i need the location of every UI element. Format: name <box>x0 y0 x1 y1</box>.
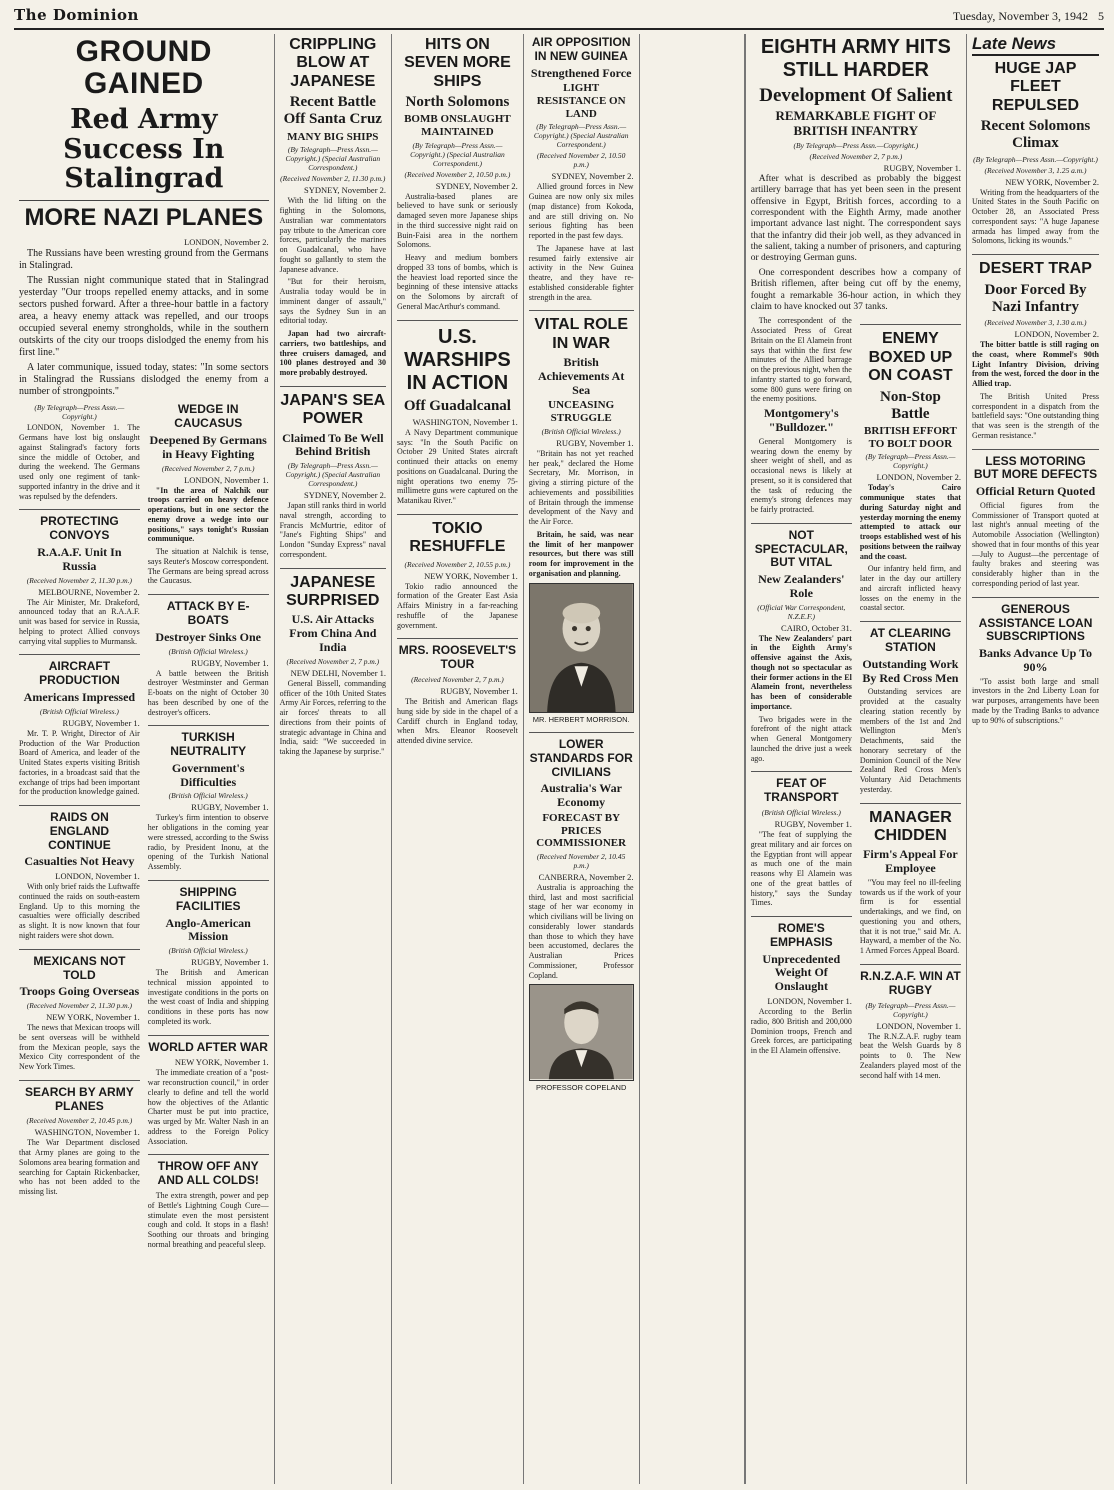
article-credit: (By Telegraph—Press Assn.—Copyright.) (Special Australian Correspondent.) <box>410 140 505 168</box>
article-paragraph: The British and American flags hung side by side in the chapel of a Cardiff church in England today, when Mrs. Eleanor Roosevelt attended divine service. <box>397 697 518 746</box>
article-paragraph: General Montgomery is wearing down the enemy by sheer weight of shell, and as occasional news is likely at present, so it is considered that the task of reducing the enemy's strong defences may be fairly protracted. <box>750 436 852 514</box>
article-dateline: CAIRO, October 31. <box>781 622 852 633</box>
article-paragraph: General Bissell, commanding officer of the 10th United States Army Air Forces, referring to the air forces' threats to all directions from their points of strategic advantage in China and India, said: "We succeeded in taking the Japanese by surprise." <box>279 678 387 757</box>
article-received: (Received November 3, 1.30 a.m.) <box>984 318 1087 328</box>
subhead: North Solomons <box>405 94 510 111</box>
headline-rnzaf-win: R.N.Z.A.F. WIN AT RUGBY <box>860 964 961 998</box>
subhead: Firm's Appeal For Employee <box>863 847 958 876</box>
article-paragraph: The situation at Nalchik is tense, says Reuter's Moscow correspondent. The Germans are being spread across the Caucasus. <box>147 547 269 586</box>
headline-less-motoring: LESS MOTORING BUT MORE DEFECTS <box>972 449 1099 483</box>
article-us-warships <box>397 320 518 506</box>
article-paragraph: One correspondent describes how a company of British riflemen, after being cut off by the enemy, fought a remarkable 36-hour action, in which they claim to have knocked out 37 tanks. <box>750 267 961 313</box>
article-credit: (British Official Wireless.) <box>168 791 248 801</box>
article-clearing-station <box>860 621 961 794</box>
headline-japans-sea-power: JAPAN'S SEA POWER <box>280 386 386 429</box>
advert-text: The extra strength, power and pep of Bettle's Lightning Cough Cure—stimulate even the most persistent cough and cold. It stops in a flash! Soothing our throats and bringing normal breathing and peaceful sleep. <box>147 1191 269 1249</box>
headline-hits-on-seven-ships: HITS ON SEVEN MORE SHIPS <box>404 36 511 90</box>
subhead: Official Return Quoted <box>975 484 1096 499</box>
headline-tokio-reshuffle: TOKIO RESHUFFLE <box>397 514 518 557</box>
article-paragraph: The Japanese have at last resumed fairly extensive air activity in the New Guinea theatre, and they have re-established considerable fighter strength in the area. <box>528 243 634 302</box>
article-dateline: LONDON, November 1. <box>876 1020 961 1031</box>
headline-shipping-facilities: SHIPPING FACILITIES <box>148 880 269 914</box>
article-credit: (By Telegraph—Press Assn.—Copyright.) (Special Australian Correspondent.) <box>285 145 381 173</box>
article-japans-sea-power <box>280 386 386 560</box>
headline-search-by-army-planes: SEARCH BY ARMY PLANES <box>19 1080 140 1114</box>
article-dateline: SYDNEY, November 2. <box>304 490 387 501</box>
page-number: 5 <box>1098 9 1104 23</box>
article-turkish-neutrality <box>148 725 269 872</box>
headline-world-after-war: WORLD AFTER WAR <box>148 1035 269 1055</box>
article-credit: (Official War Correspondent, N.Z.E.F.) <box>757 602 846 621</box>
article-credit: (By Telegraph—Press Assn.—Copyright.) <box>34 403 125 422</box>
article-dateline: NEW YORK, November 1. <box>424 570 518 581</box>
article-aircraft-production <box>19 654 140 797</box>
article-mexicans-not-told <box>19 949 140 1072</box>
article-credit: (By Telegraph—Press Assn.—Copyright.) (Special Australian Correspondent.) <box>285 461 381 489</box>
subhead: British Achievements At Sea <box>538 355 625 397</box>
article-received: (Received November 3, 1.25 a.m.) <box>984 165 1087 175</box>
column-6-7 <box>746 34 967 1484</box>
headline-vital-role-in-war: VITAL ROLE IN WAR <box>529 310 634 353</box>
subhead: New Zealanders' Role <box>758 572 845 600</box>
article-tokio-reshuffle <box>397 514 518 631</box>
subhead: Government's Difficulties <box>171 760 245 789</box>
article-credit: (Received November 2, 11.30 p.m.) <box>26 575 133 585</box>
article-received: (Received November 2, 7 p.m.) <box>286 656 380 666</box>
headline-desert-trap: DESERT TRAP <box>972 254 1099 278</box>
article-received: (Received November 2, 10.55 p.m.) <box>404 559 511 569</box>
subhead: Outstanding Work By Red Cross Men <box>862 656 959 685</box>
headline-manager-chidden: MANAGER CHIDDEN <box>860 803 961 846</box>
article-credit: (British Official Wireless.) <box>168 646 248 656</box>
article-dateline: RUGBY, November 1. <box>556 437 634 448</box>
article-paragraph: Our infantry held firm, and later in the day our artillery and aircraft inflicted heavy losses on the enemy in the coastal sector. <box>859 564 961 613</box>
advert-cough-cure <box>148 1154 269 1249</box>
subhead-many-big-ships: MANY BIG SHIPS <box>287 130 379 143</box>
article-paragraph: Britain, he said, was near the limit of her manpower resources, but there was still room for improvement in the organisation and planning. <box>528 529 634 578</box>
article-paragraph: Writing from the headquarters of the United States in the South Pacific on October 28, an Associated Press correspondent says: "A huge Japanese armada has limped away from the Solomons, licking its wounds." <box>971 187 1099 246</box>
column-1 <box>14 34 275 1484</box>
article-received: (Received November 2, 10.50 p.m.) <box>404 169 511 179</box>
column-3 <box>392 34 524 1484</box>
article-vital-role <box>529 310 634 578</box>
article-paragraph: Japan still ranks third in world naval strength, according to Francis McMurtrie, editor of "Jane's Fighting Ships" and London "Sunday Express" naval correspondent. <box>279 501 387 559</box>
article-paragraph: "The feat of supplying the great military and air forces on the Egyptian front will appear as much one of the main reasons why El Alamein was one of the great battles of history," says the Sunday Times. <box>750 830 852 908</box>
masthead <box>14 6 1104 30</box>
subhead: Development Of Salient <box>759 85 953 106</box>
article-paragraph: Outstanding services are provided at the casualty clearing station recently by members of the 1st and 2nd Wellington Men's Detachments, said the honorary secretary of the Dominion Council of the New Zealand Red Cross Men's Voluntary Aid Detachments yesterday. <box>859 687 961 794</box>
article-dateline: SYDNEY, November 2. <box>435 180 518 191</box>
subhead: Recent Battle Off Santa Cruz <box>283 94 382 128</box>
headline-protecting-convoys: PROTECTING CONVOYS <box>19 509 140 543</box>
article-paragraph: The British and American technical mission appointed to investigate conditions in the ports on the west coast of India and shipping conditions in these ports has now completed its work. <box>147 968 269 1026</box>
article-dateline: NEW YORK, November 2. <box>1005 176 1099 187</box>
subhead: Recent Solomons Climax <box>980 118 1091 152</box>
photo-professor-copeland <box>529 984 634 1080</box>
article-feat-of-transport <box>751 771 852 908</box>
headline-more-nazi-planes: MORE NAZI PLANES <box>19 200 269 231</box>
article-paragraph: Australia-based planes are believed to have sunk or seriously damaged seven more Japanese ships in the third successive night raid on Buin-Faisi area in the northern Solomons. <box>397 191 518 250</box>
article-credit: (Received November 2, 11.30 p.m.) <box>26 1001 133 1011</box>
article-paragraph: Turkey's firm intention to observe her obligations in the coming year were stressed, according to the Swiss radio, by President Inonu, at the opening of the Turkish National Assembly. <box>147 813 269 872</box>
headline-turkish-neutrality: TURKISH NEUTRALITY <box>148 725 269 759</box>
article-dateline: WASHINGTON, November 1. <box>412 416 518 427</box>
article-air-opposition <box>529 36 634 302</box>
article-dateline: RUGBY, November 1. <box>440 686 518 697</box>
crosshead-montgomery: Montgomery's "Bulldozer." <box>763 406 839 434</box>
article-stalingrad <box>19 36 269 398</box>
subhead: Off Guadalcanal <box>403 397 511 414</box>
column-5 <box>640 34 745 1484</box>
article-paragraph: The bitter battle is still raging on the coast, where Rommel's 90th Light Infantry Division, driving from the west, forced the door in the Allied trap. <box>971 340 1099 389</box>
subhead-unceasing-struggle: UNCEASING STRUGGLE <box>548 399 615 425</box>
article-not-spectacular <box>751 523 852 764</box>
article-desert-trap <box>972 254 1099 440</box>
article-dateline: LONDON, November 2. <box>1014 329 1099 340</box>
headline-raids-on-england: RAIDS ON ENGLAND CONTINUE <box>19 805 140 852</box>
article-dateline: NEW YORK, November 1. <box>46 1012 140 1023</box>
article-world-after-war <box>148 1035 269 1147</box>
subhead-remarkable-fight: REMARKABLE FIGHT OF BRITISH INFANTRY <box>775 107 937 138</box>
article-paragraph: A battle between the British destroyer Westminster and German E-boats on the night of October 30 has been described by one of the destroyer's officers. <box>147 668 269 717</box>
article-paragraph: LONDON, November 1. The Germans have lost big onslaught against Stalingrad's factory forts since the middle of October, and during the weekend. The Germans used only one regiment of tank-supported infantry in the drive and it was repulsed by the defenders. <box>19 423 140 501</box>
article-dateline: SYDNEY, November 2. <box>304 185 387 196</box>
article-received: (Received November 2, 10.50 p.m.) <box>536 151 626 170</box>
photo-caption: PROFESSOR COPELAND <box>535 1082 627 1092</box>
article-dateline: SYDNEY, November 2. <box>551 171 634 182</box>
article-credit: (British Official Wireless.) <box>761 808 841 818</box>
article-wedge-in-caucasus <box>148 403 269 586</box>
subhead-forecast: FORECAST BY PRICES COMMISSIONER <box>536 811 627 850</box>
article-dateline: RUGBY, November 1. <box>774 819 852 830</box>
headline-ground-gained: GROUND GAINED <box>75 35 212 100</box>
subhead: Deepened By Germans in Heavy Fighting <box>149 433 267 461</box>
article-received: (Received November 2, 10.45 p.m.) <box>536 851 626 870</box>
photo-herbert-morrison <box>529 583 634 713</box>
column-2 <box>275 34 392 1484</box>
article-paragraph: According to the Berlin radio, 800 British and 200,000 Dominion troops, French and Greek forces, are participating in the El Alamein offensive. <box>750 1007 852 1056</box>
article-paragraph: After what is described as probably the biggest artillery barrage that has yet been seen in the present offensive in Egypt, British forces, according to a correspondent with the Eighth Army, made another important advance last night. The correspondent says that the infantry did their job well, as they advanced in the salient, taking a number of prisoners, and capturing or destroying German guns. <box>750 173 961 264</box>
article-manager-chidden <box>860 803 961 956</box>
article-paragraph: "In the area of Nalchik our troops carried on heavy defence operations, but in one sector the enemy drove a wedge into our positions," says tonight's Russian communique. <box>147 485 269 544</box>
column-4-5 <box>524 34 746 1484</box>
article-paragraph: The British United Press correspondent in a dispatch from the battlefield says: "One outstanding thing that was seen is the strength of the German resistance." <box>971 391 1099 440</box>
article-shipping-facilities <box>148 880 269 1027</box>
article-credit: (By Telegraph—Press Assn.—Copyright.) <box>793 140 919 150</box>
subhead: Non-Stop Battle <box>879 388 941 422</box>
subhead: Unprecedented Weight Of Onslaught <box>762 951 841 994</box>
article-paragraph: "But for their heroism, Australia today would be in imminent danger of assault," says the Sydney Sun in an editorial today. <box>279 277 387 326</box>
article-credit: (By Telegraph—Press Assn.—Copyright.) <box>865 1000 956 1019</box>
subhead: Americans Impressed <box>23 689 136 704</box>
article-credit: (British Official Wireless.) <box>168 946 248 956</box>
headline-huge-jap-fleet: HUGE JAP FLEET REPULSED <box>991 60 1080 114</box>
headline-generous-assistance: GENEROUS ASSISTANCE LOAN SUBSCRIPTIONS <box>972 597 1099 644</box>
article-received: (Received November 2, 7 p.m.) <box>411 675 504 685</box>
article-paragraph: The War Department disclosed that Army planes are going to the Solomons area bearing formation and searching for Captain Rickenbacker, who has not been added to the missing list. <box>19 1138 140 1197</box>
article-dateline: CANBERRA, November 2. <box>538 871 634 882</box>
headline-enemy-boxed: ENEMY BOXED UP ON COAST <box>860 324 961 385</box>
article-enemy-boxed <box>860 324 961 613</box>
article-paragraph: A later communique, issued today, states: "In some sectors in Stalingrad the Russians dislodged the enemy from a number of strongpoints." <box>19 362 269 398</box>
article-paragraph: The immediate creation of a "post-war reconstruction council," in order clearly to define and tell the world how the objectives of the Atlantic Charter must be put into practice, was urged by Mr. Walter Nash in an address to the Foreign Policy Association. <box>147 1068 269 1146</box>
article-paragraph: Two brigades were in the forefront of the night attack when General Montgomery launched the drive just a week ago. <box>750 714 852 763</box>
article-paragraph: "You may feel no ill-feeling towards us if the work of your firm is for essential undertakings, and we find, on questioning you and others, that it is not true," said Mr. A. Hayward, a member of the No. 1 Armed Forces Appeal Board. <box>859 877 961 956</box>
article-search-by-army-planes <box>19 1080 140 1197</box>
subhead: U.S. Air Attacks From China And India <box>289 612 377 655</box>
article-paragraph: With the lid lifting on the fighting in the Solomons, Australian war commentators pay tribute to the American core forces, particularly the marines on Guadalcanal, who have fought so gallantly to stem the Japanese advance. <box>279 196 387 274</box>
headline-clearing-station: AT CLEARING STATION <box>860 621 961 655</box>
headline-crippling-blow: CRIPPLING BLOW AT JAPANESE <box>289 36 377 90</box>
article-dateline: RUGBY, November 1. <box>62 717 140 728</box>
article-paragraph: Today's Cairo communique states that during Saturday night and yesterday morning the enemy attempted to attack our troops established west of his positions between the railway and the coast. <box>859 483 961 561</box>
article-paragraph: "Britain has not yet reached her peak," declared the Home Secretary, Mr. Morrison, in giving a stirring picture of the achievements and possibilities of Britain through the immense development of the Navy and the Air Force. <box>528 448 634 527</box>
article-paragraph: Heavy and medium bombers dropped 33 tons of bombs, which is the heaviest load reported since the beginning of these intensive attacks on the Solomons by aircraft of General MacArthur's command. <box>397 253 518 311</box>
headline-japanese-surprised: JAPANESE SURPRISED <box>280 568 386 611</box>
article-paragraph: The R.N.Z.A.F. rugby team beat the Welsh Guards by 8 points to 0. The New Zealanders played most of the second half with 14 men. <box>859 1031 961 1080</box>
article-paragraph: Mr. T. P. Wright, Director of Air Production of the War Production Board of America, and leader of the United States experts visiting British factories, in a broadcast said that the exchange of trips had been important for the production knowledge gained. <box>19 728 140 797</box>
article-raids-on-england <box>19 805 140 941</box>
headline-lower-standards: LOWER STANDARDS FOR CIVILIANS <box>529 732 634 779</box>
article-paragraph: The news that Mexican troops will be sent overseas will be withheld from the Mexican people, says the Mexico City correspondent of the New York Times. <box>19 1023 140 1072</box>
subhead-bomb-onslaught: BOMB ONSLAUGHT MAINTAINED <box>404 113 511 139</box>
article-japanese-surprised <box>280 568 386 757</box>
photo-caption: MR. HERBERT MORRISON. <box>532 714 630 724</box>
headline-not-spectacular: NOT SPECTACULAR, BUT VITAL <box>751 523 852 570</box>
article-received: (Received November 2, 11.30 p.m.) <box>280 174 386 184</box>
article-dateline: RUGBY, November 1. <box>191 657 269 668</box>
article-hits-on-seven-ships <box>397 36 518 312</box>
headline-air-opposition: AIR OPPOSITION IN NEW GUINEA <box>531 35 631 63</box>
subhead: Destroyer Sinks One <box>155 629 261 644</box>
portrait-image <box>530 985 633 1079</box>
subhead: Anglo-American Mission <box>165 915 251 944</box>
article-dateline: RUGBY, November 1. <box>883 162 961 173</box>
column-4 <box>524 34 640 1484</box>
article-paragraph: Japan had two aircraft-carriers, two battleships, and three cruisers damaged, and 100 planes destroyed and 30 more probably destroyed. <box>279 329 387 378</box>
article-paragraph: Australia is approaching the third, last and most sacrificial stage of her war economy in which civilians will be living on considerably lower standards than those to which they have been accustomed, declares the Australian Prices Commissioner, Professor Copland. <box>528 882 634 980</box>
article-credit: (Received November 2, 10.45 p.m.) <box>26 1116 133 1126</box>
article-dateline: LONDON, November 1. <box>767 996 852 1007</box>
article-paragraph: A Navy Department communique says: "In the South Pacific on October 29 United States aircraft continued their attacks on enemy positions on Guadalcanal. During the night operations two enemy 75-millimetre guns were captured on the Matanikau River." <box>397 427 518 506</box>
article-credit: (British Official Wireless.) <box>39 706 119 716</box>
article-paragraph: Allied ground forces in New Guinea are now only six miles (map distance) from Kokoda, and are still driving on. No serious fighting has been reported in the past few days. <box>528 182 634 241</box>
article-dateline: RUGBY, November 1. <box>191 802 269 813</box>
article-lower-standards <box>529 732 634 980</box>
article-credit: (By Telegraph—Press Assn.—Copyright.) <box>973 154 1098 164</box>
subhead: Banks Advance Up To 90% <box>978 646 1093 674</box>
paper-name: The Dominion <box>14 6 139 24</box>
subhead: Casualties Not Heavy <box>24 854 135 869</box>
article-huge-jap-fleet <box>972 60 1099 246</box>
article-dateline: RUGBY, November 1. <box>191 957 269 968</box>
article-protecting-convoys <box>19 509 140 646</box>
late-news-label: Late News <box>972 34 1099 56</box>
subhead: Strengthened Force <box>530 65 632 80</box>
article-eighth-army <box>751 36 961 313</box>
article-crippling-blow <box>280 36 386 378</box>
headline-mrs-roosevelts-tour: MRS. ROOSEVELT'S TOUR <box>397 638 518 672</box>
subhead-british-effort: BRITISH EFFORT TO BOLT DOOR <box>863 425 957 450</box>
subhead: R.A.A.F. Unit In Russia <box>37 545 122 573</box>
subhead: Claimed To Be Well Behind British <box>282 430 384 459</box>
article-paragraph: The Russian night communique stated that in Stalingrad yesterday "Our troops repelled enemy attacks, and in some sectors pushed forward. After a three-hour battle in a factory area, a heavy enemy attack was repelled, and our troops occupied several enemy strongholds, while in the southern outskirts of the city our troops dislodged the enemy from his first line." <box>19 275 269 359</box>
headline-us-warships-in-action: U.S. WARSHIPS IN ACTION <box>397 320 518 395</box>
column-late-news <box>967 34 1104 1484</box>
article-paragraph: The Russians have been wresting ground from the Germans in Stalingrad. <box>19 248 269 272</box>
article-credit: (By Telegraph—Press Assn.—Copyright.) (Special Australian Correspondent.) <box>533 122 629 150</box>
subhead-light-resistance: LIGHT RESISTANCE ON LAND <box>536 82 626 120</box>
headline-wedge-in-caucasus: WEDGE IN CAUCASUS <box>174 402 243 431</box>
headline-aircraft-production: AIRCRAFT PRODUCTION <box>19 654 140 688</box>
portrait-image <box>530 584 633 712</box>
article-romes-emphasis <box>751 916 852 1056</box>
subhead: Troops Going Overseas <box>19 984 140 999</box>
headline-romes-emphasis: ROME'S EMPHASIS <box>751 916 852 950</box>
article-received: (Received November 2, 7 p.m.) <box>161 463 255 473</box>
article-rnzaf-win <box>860 964 961 1080</box>
article-attack-by-e-boats <box>148 594 269 717</box>
article-paragraph: The New Zealanders' part in the Eighth Army's offensive against the Axis, though not so spectacular as their former actions in the El Alamein front, nevertheless has been of considerable importance. <box>750 633 852 711</box>
article-credit: (British Official Wireless.) <box>541 426 621 436</box>
headline-eighth-army: EIGHTH ARMY HITS STILL HARDER <box>760 36 951 81</box>
issue-date <box>943 9 1104 24</box>
article-dateline: WASHINGTON, November 1. <box>34 1127 140 1138</box>
article-dateline: LONDON, November 2. <box>876 472 961 483</box>
article-dateline: LONDON, November 2. <box>184 237 269 248</box>
article-dateline: NEW YORK, November 1. <box>174 1057 269 1068</box>
subhead: Australia's War Economy <box>540 781 622 810</box>
headline-red-army-success: Red Army Success In Stalingrad <box>63 104 225 195</box>
article-paragraph: The correspondent of the Associated Press of Great Britain on the El Alamein front says that within the first few minutes of the Allied barrage on the previous night, when the infantry started to go forward, some 800 guns were firing on the enemy positions. <box>750 316 852 404</box>
article-dateline: LONDON, November 1. <box>184 474 269 485</box>
article-generous-assistance <box>972 597 1099 726</box>
article-paragraph: "To assist both large and small investors in the 2nd Liberty Loan for war purposes, arrangements have been made by the Trading Banks to advance up to 90% of subscriptions." <box>971 676 1099 725</box>
headline-throw-off-colds: THROW OFF ANY AND ALL COLDS! <box>148 1154 269 1188</box>
article-dateline: MELBOURNE, November 2. <box>38 586 140 597</box>
article-paragraph: The Air Minister, Mr. Drakeford, announced today that an R.A.A.F. unit was based for service in Russia, helping to protect Allied convoys carrying vital supplies to Murmansk. <box>19 597 140 646</box>
article-paragraph: Official figures from the Commissioner of Transport quoted at last night's annual meeting of the Automobile Association (Wellington) showed that in four months of this year—July to August—the percentage of faulty brakes and steering was considerably higher than in the corresponding period of last year. <box>971 500 1099 588</box>
article-credit: (By Telegraph—Press Assn.—Copyright.) <box>865 452 956 471</box>
headline-attack-by-e-boats: ATTACK BY E-BOATS <box>148 594 269 628</box>
article-paragraph: With only brief raids the Luftwaffe continued the raids on south-eastern England. Up to this morning the casualties were officially described as slight. It is now known that four night raiders were shot down. <box>19 882 140 940</box>
article-dateline: LONDON, November 1. <box>55 871 140 882</box>
article-received: (Received November 2, 7 p.m.) <box>809 151 903 161</box>
headline-mexicans-not-told: MEXICANS NOT TOLD <box>19 949 140 983</box>
article-mrs-roosevelts-tour <box>397 638 518 745</box>
headline-feat-of-transport: FEAT OF TRANSPORT <box>751 771 852 805</box>
article-less-motoring <box>972 449 1099 589</box>
article-dateline: NEW DELHI, November 1. <box>290 667 387 678</box>
issue-date-text: Tuesday, November 3, 1942 <box>952 9 1088 23</box>
subhead: Door Forced By Nazi Infantry <box>984 281 1087 315</box>
article-paragraph: Tokio radio announced the formation of the Greater East Asia Affairs Ministry in a far-reaching reshuffle of the Japanese government. <box>397 581 518 630</box>
